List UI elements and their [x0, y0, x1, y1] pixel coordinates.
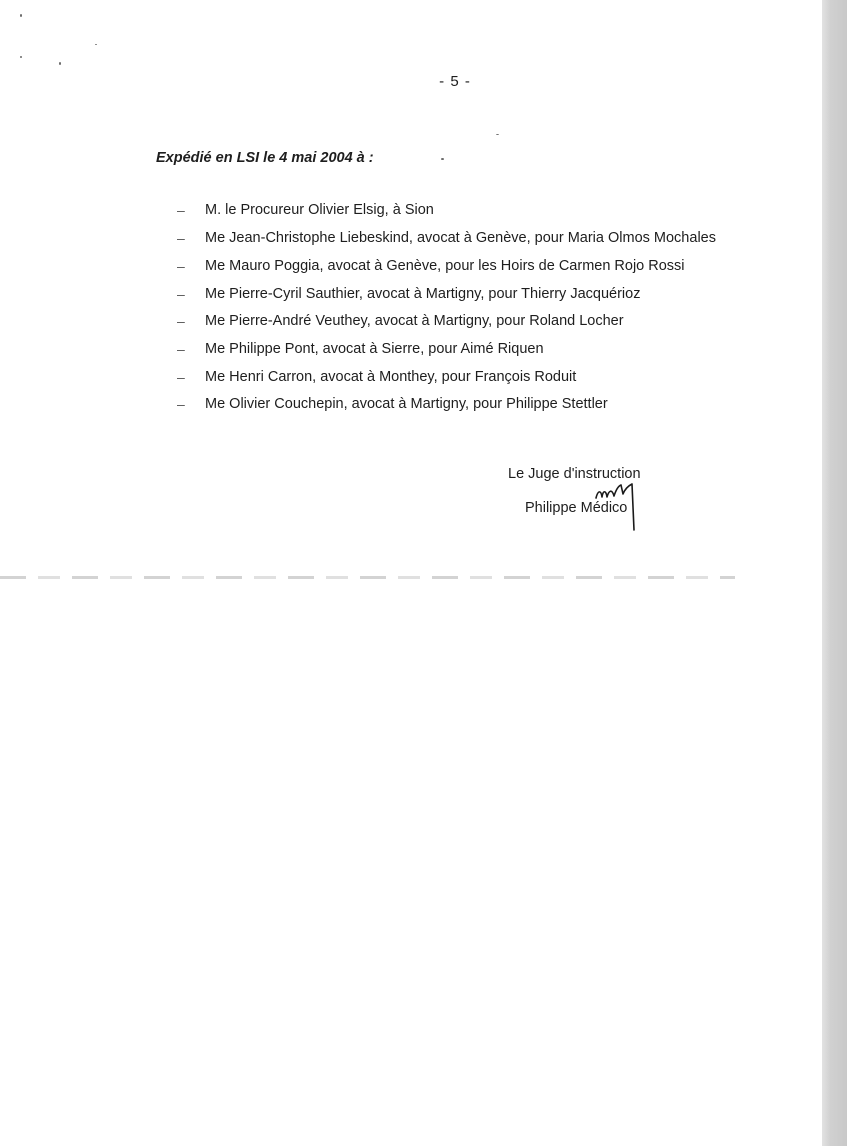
- recipient-text: M. le Procureur Olivier Elsig, à Sion: [205, 202, 434, 218]
- signature-title: Le Juge d'instruction: [508, 466, 641, 482]
- scan-speck: [20, 56, 22, 58]
- recipient-text: Me Mauro Poggia, avocat à Genève, pour les Hoirs de Carmen Rojo Rossi: [205, 258, 685, 274]
- list-dash: –: [177, 286, 185, 302]
- list-dash: –: [177, 202, 185, 218]
- recipient-text: Me Philippe Pont, avocat à Sierre, pour Aimé Riquen: [205, 341, 544, 357]
- recipient-text: Me Henri Carron, avocat à Monthey, pour François Roduit: [205, 369, 577, 385]
- scan-speck: [441, 158, 444, 160]
- list-dash: –: [177, 341, 185, 357]
- list-dash: –: [177, 313, 185, 329]
- dispatch-heading: Expédié en LSI le 4 mai 2004 à :: [156, 150, 374, 166]
- scan-artifact-line: [0, 576, 735, 579]
- recipient-text: Me Pierre-Cyril Sauthier, avocat à Martigny, pour Thierry Jacquérioz: [205, 286, 641, 302]
- list-dash: –: [177, 230, 185, 246]
- recipient-text: Me Jean-Christophe Liebeskind, avocat à Genève, pour Maria Olmos Mochales: [205, 230, 716, 246]
- scan-edge-shadow: [822, 0, 847, 1146]
- list-dash: –: [177, 396, 185, 412]
- recipient-text: Me Pierre-André Veuthey, avocat à Martigny, pour Roland Locher: [205, 313, 624, 329]
- list-dash: –: [177, 258, 185, 274]
- scan-speck: [496, 134, 499, 135]
- scan-speck: [95, 44, 97, 45]
- scan-speck: [20, 14, 22, 17]
- handwritten-signature-icon: [594, 480, 644, 532]
- recipient-text: Me Olivier Couchepin, avocat à Martigny, pour Philippe Stettler: [205, 396, 608, 412]
- list-dash: –: [177, 369, 185, 385]
- scan-speck: [59, 62, 61, 65]
- signature-name: Philippe Médico: [525, 500, 628, 516]
- page-number: - 5 -: [439, 73, 471, 90]
